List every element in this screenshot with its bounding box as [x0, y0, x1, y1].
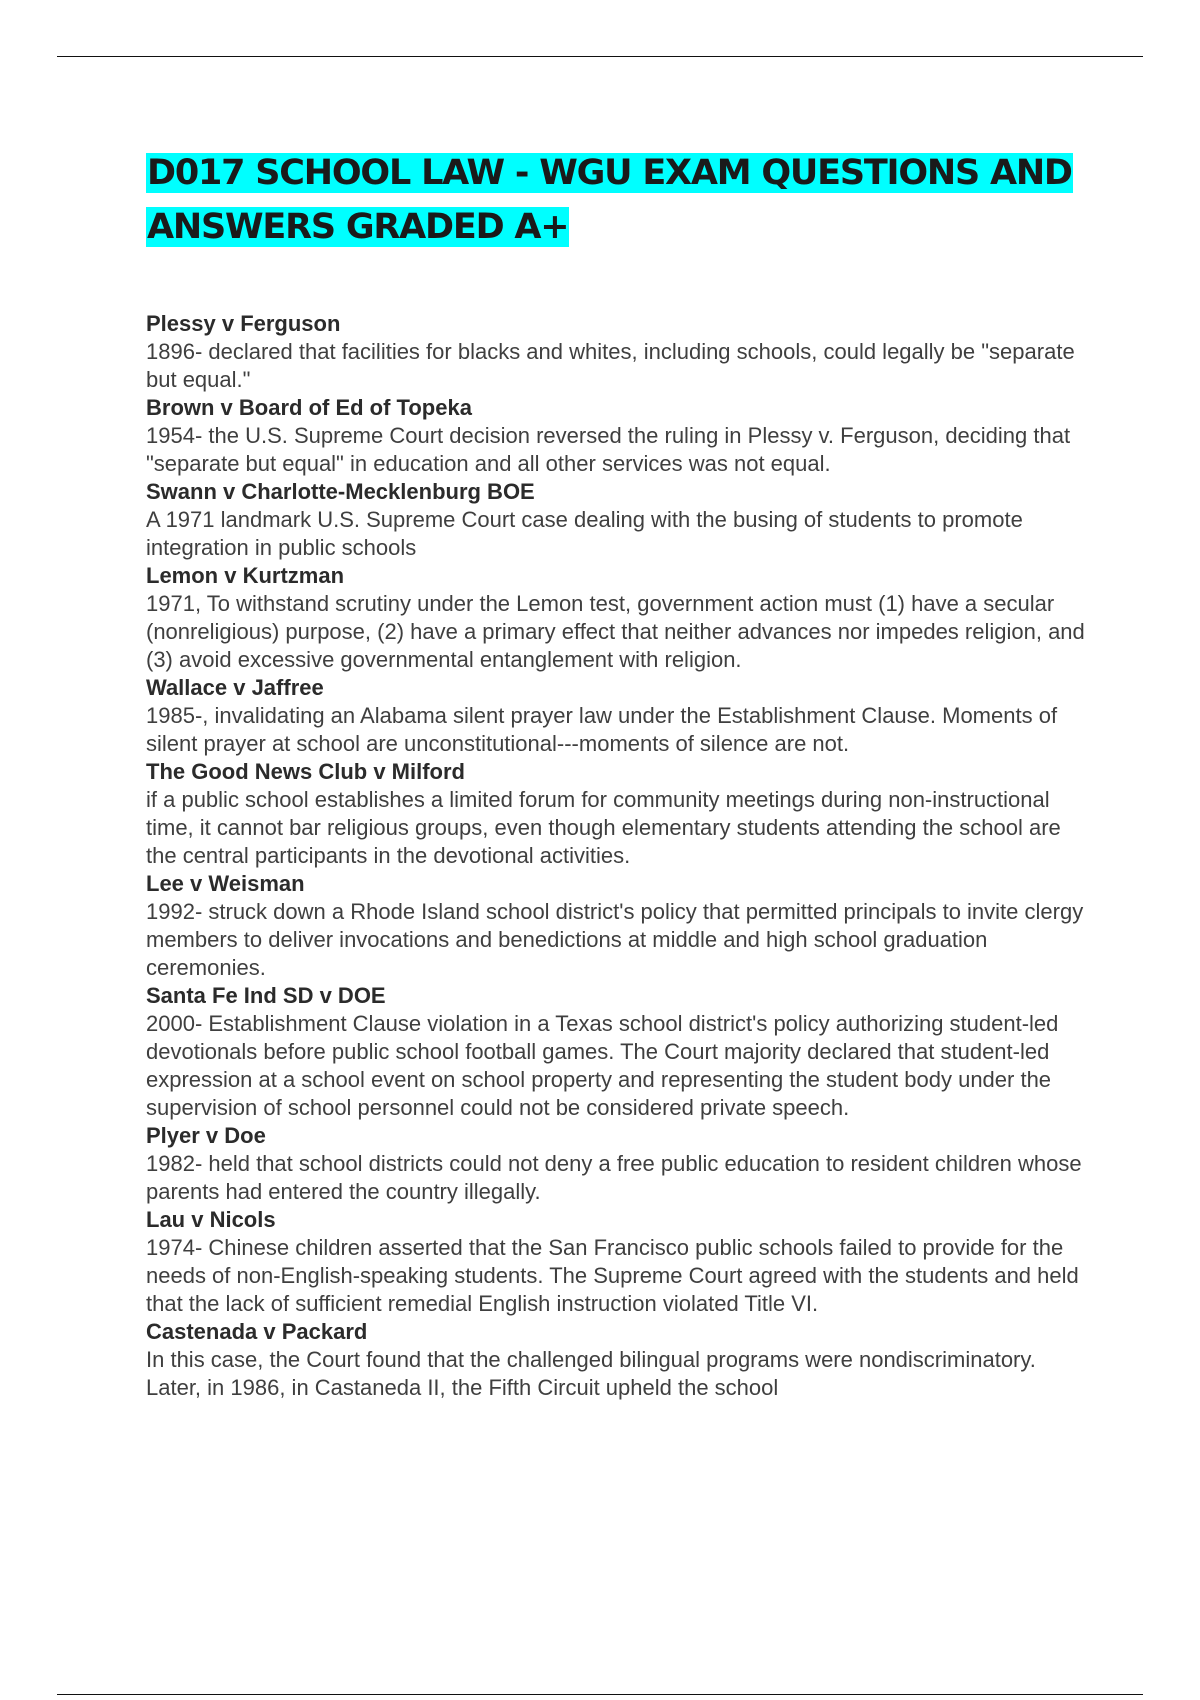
- entry-item: [146, 870, 1091, 982]
- entry-definition: 1954- the U.S. Supreme Court decision reversed the ruling in Plessy v. Ferguson, deciding that "separate but equal" in education and all other services was not equal.: [146, 423, 1071, 476]
- entry-term: Wallace v Jaffree: [146, 675, 324, 700]
- entry-item: [146, 674, 1091, 758]
- entry-list: [146, 310, 1091, 1402]
- entry-item: [146, 478, 1091, 562]
- entry-term: Santa Fe Ind SD v DOE: [146, 983, 386, 1008]
- entry-definition: A 1971 landmark U.S. Supreme Court case dealing with the busing of students to promote integration in public schools: [146, 507, 1023, 560]
- entry-definition: 1974- Chinese children asserted that the San Francisco public schools failed to provide for the needs of non-English-speaking students. The Supreme Court agreed with the students and held that the lack of sufficient remedial English instruction violated Title VI.: [146, 1235, 1079, 1316]
- entry-term: Lau v Nicols: [146, 1207, 276, 1232]
- entry-definition: In this case, the Court found that the challenged bilingual programs were nondiscriminatory. Later, in 1986, in Castaneda II, the Fifth Circuit upheld the school: [146, 1347, 1036, 1400]
- entry-definition: 1982- held that school districts could not deny a free public education to resident children whose parents had entered the country illegally.: [146, 1151, 1082, 1204]
- entry-item: [146, 1206, 1091, 1318]
- entry-item: [146, 562, 1091, 674]
- entry-term: Plyer v Doe: [146, 1123, 266, 1148]
- entry-item: [146, 1318, 1091, 1402]
- entry-term: Plessy v Ferguson: [146, 311, 341, 336]
- entry-definition: 1985-, invalidating an Alabama silent prayer law under the Establishment Clause. Moments of silent prayer at school are unconstitutional---moments of silence are not.: [146, 703, 1058, 756]
- entry-term: Swann v Charlotte-Mecklenburg BOE: [146, 479, 535, 504]
- entry-term: The Good News Club v Milford: [146, 759, 465, 784]
- entry-definition: 1971, To withstand scrutiny under the Lemon test, government action must (1) have a secular (nonreligious) purpose, (2) have a primary effect that neither advances nor impedes religion, and (3) avoid excessive governmental entanglement with religion.: [146, 591, 1085, 672]
- document-title: [146, 146, 1086, 254]
- entry-term: Brown v Board of Ed of Topeka: [146, 395, 472, 420]
- entry-definition: 2000- Establishment Clause violation in a Texas school district's policy authorizing student-led devotionals before public school football games. The Court majority declared that student-led expression at a school event on school property and representing the student body under the supervision of school personnel could not be considered private speech.: [146, 1011, 1059, 1120]
- entry-definition: if a public school establishes a limited forum for community meetings during non-instructional time, it cannot bar religious groups, even though elementary students attending the school are the central participants in the devotional activities.: [146, 787, 1061, 868]
- entry-item: [146, 1122, 1091, 1206]
- entry-item: [146, 758, 1091, 870]
- document-title-highlight: D017 SCHOOL LAW - WGU EXAM QUESTIONS AND ANSWERS GRADED A+: [147, 153, 1072, 247]
- bottom-rule: [57, 1694, 1143, 1695]
- entry-definition: 1896- declared that facilities for blacks and whites, including schools, could legally be "separate but equal.": [146, 339, 1075, 392]
- entry-item: [146, 310, 1091, 394]
- entry-definition: 1992- struck down a Rhode Island school district's policy that permitted principals to invite clergy members to deliver invocations and benedictions at middle and high school graduation ceremonies.: [146, 899, 1084, 980]
- entry-item: [146, 982, 1091, 1122]
- entry-term: Castenada v Packard: [146, 1319, 368, 1344]
- top-rule: [57, 56, 1143, 57]
- entry-term: Lee v Weisman: [146, 871, 305, 896]
- entry-item: [146, 394, 1091, 478]
- entry-term: Lemon v Kurtzman: [146, 563, 345, 588]
